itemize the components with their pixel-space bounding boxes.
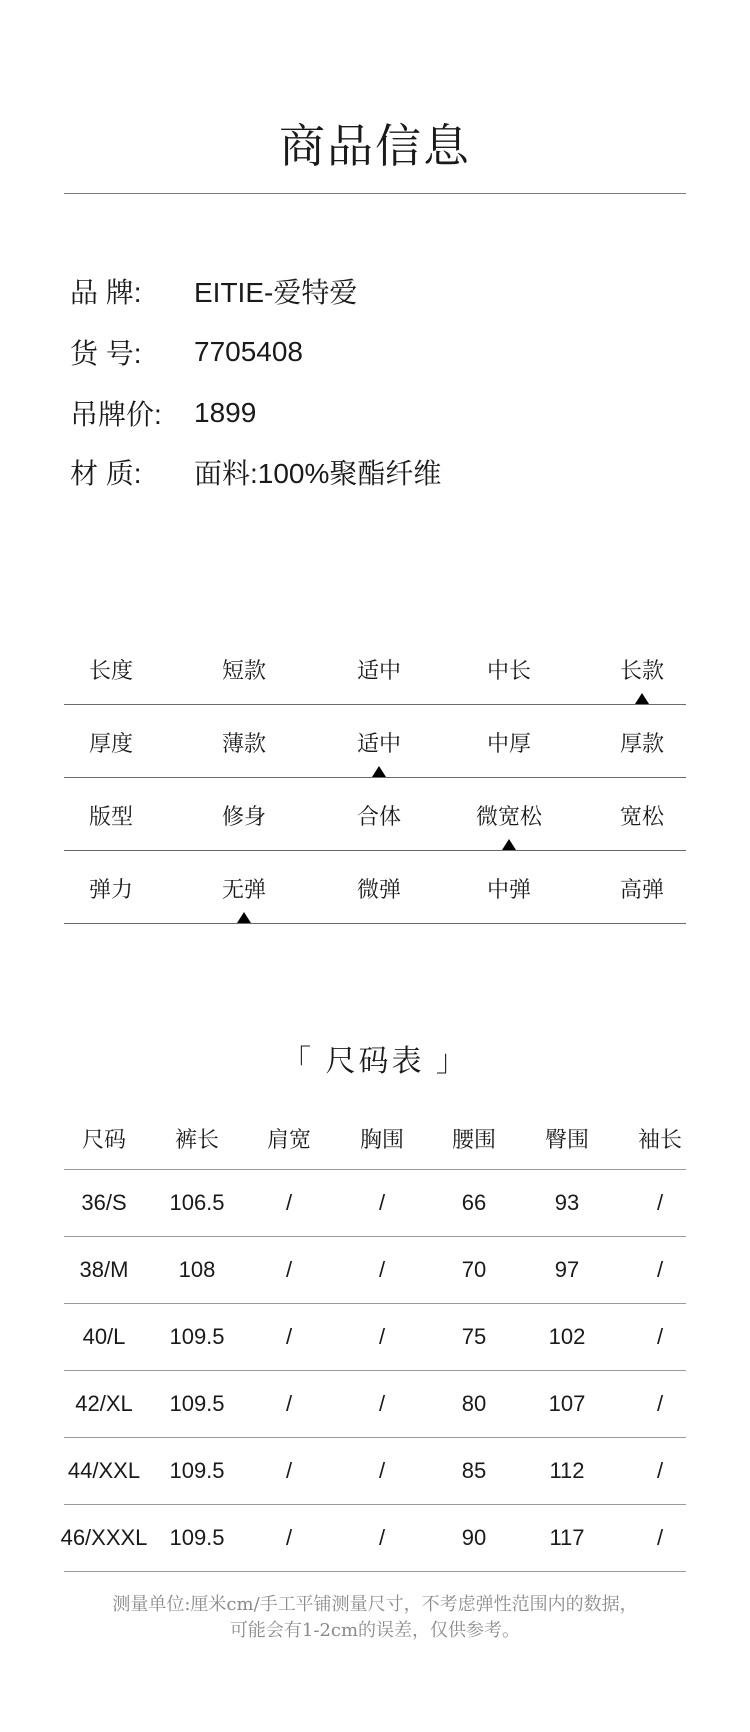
column-header: 裤长	[174, 1127, 219, 1152]
info-row	[70, 452, 441, 492]
table-cell: /	[656, 1324, 664, 1349]
table-cell: /	[378, 1190, 386, 1215]
size-table-header	[64, 1103, 686, 1170]
table-cell: 97	[554, 1257, 580, 1282]
table-cell: 80	[461, 1391, 487, 1416]
table-cell: /	[378, 1458, 386, 1483]
table-cell: /	[378, 1324, 386, 1349]
table-cell: /	[285, 1190, 293, 1215]
attribute-option: 薄款	[221, 731, 266, 756]
attribute-option: 适中	[356, 658, 401, 683]
table-cell: 85	[461, 1458, 487, 1483]
table-cell: 93	[554, 1190, 580, 1215]
table-cell: /	[285, 1525, 293, 1550]
table-row	[64, 1304, 686, 1371]
title-divider	[64, 193, 686, 194]
info-value: 1899	[194, 397, 257, 428]
info-label: 货 号:	[70, 338, 142, 369]
table-cell: /	[285, 1257, 293, 1282]
attribute-option: 微弹	[356, 877, 401, 902]
table-cell: /	[285, 1458, 293, 1483]
table-cell: /	[378, 1391, 386, 1416]
selected-marker-icon	[372, 766, 386, 777]
row-divider	[64, 1571, 686, 1572]
row-divider	[64, 923, 686, 924]
info-label: 材 质:	[70, 458, 142, 489]
table-row	[64, 1438, 686, 1505]
table-row	[60, 1505, 686, 1572]
attribute-row	[64, 778, 686, 851]
attribute-option: 适中	[356, 731, 401, 756]
table-cell: 75	[461, 1324, 487, 1349]
attribute-option: 短款	[221, 658, 266, 683]
attribute-option: 宽松	[619, 804, 664, 829]
table-cell: 102	[548, 1324, 586, 1349]
table-cell: 42/XL	[75, 1391, 133, 1416]
table-cell: /	[656, 1257, 664, 1282]
info-label: 品 牌:	[70, 277, 142, 308]
attribute-option: 厚款	[619, 731, 664, 756]
table-cell: 44/XXL	[67, 1458, 141, 1483]
table-cell: /	[656, 1525, 664, 1550]
attribute-option: 长款	[619, 658, 664, 683]
column-header: 尺码	[81, 1127, 126, 1152]
attribute-option: 微宽松	[475, 804, 542, 829]
column-header: 腰围	[451, 1127, 496, 1152]
table-cell: /	[378, 1257, 386, 1282]
info-value: 面料:100%聚酯纤维	[194, 458, 442, 489]
table-cell: 38/M	[79, 1257, 129, 1282]
note-line-1: 测量单位:厘米cm/手工平铺测量尺寸，不考虑弹性范围内的数据，	[112, 1594, 638, 1615]
size-table-title: 「 尺码表 」	[281, 1045, 469, 1078]
table-cell: /	[656, 1391, 664, 1416]
table-cell: 70	[461, 1257, 487, 1282]
attribute-option: 高弹	[619, 877, 664, 902]
info-value: EITIE-爱特爱	[194, 277, 358, 308]
table-cell: 107	[548, 1391, 586, 1416]
info-row	[70, 393, 256, 433]
attribute-row	[64, 851, 686, 924]
table-cell: /	[285, 1391, 293, 1416]
table-cell: /	[378, 1525, 386, 1550]
info-row	[70, 332, 303, 372]
attribute-row	[64, 632, 686, 705]
note-line-2: 可能会有1-2cm的误差，仅供参考。	[229, 1620, 521, 1641]
table-cell: /	[656, 1458, 664, 1483]
attribute-option: 合体	[356, 804, 401, 829]
selected-marker-icon	[237, 912, 251, 923]
table-cell: 106.5	[169, 1190, 225, 1215]
table-cell: 46/XXXL	[60, 1525, 148, 1550]
table-cell: 66	[461, 1190, 487, 1215]
table-cell: 109.5	[169, 1458, 225, 1483]
attribute-name: 厚度	[88, 731, 133, 756]
attribute-name: 弹力	[88, 877, 133, 902]
column-header: 臀围	[544, 1127, 589, 1152]
attribute-name: 长度	[88, 658, 133, 683]
table-cell: /	[656, 1190, 664, 1215]
info-row	[70, 271, 357, 311]
column-header: 袖长	[637, 1127, 682, 1152]
table-cell: 108	[178, 1257, 216, 1282]
attribute-option: 中厚	[486, 731, 531, 756]
attribute-option: 中长	[486, 658, 531, 683]
table-cell: 36/S	[81, 1190, 127, 1215]
table-cell: 90	[461, 1525, 487, 1550]
table-cell: 109.5	[169, 1525, 225, 1550]
table-cell: 109.5	[169, 1324, 225, 1349]
attribute-row	[64, 705, 686, 778]
table-cell: /	[285, 1324, 293, 1349]
table-cell: 117	[549, 1525, 585, 1550]
selected-marker-icon	[635, 693, 649, 704]
selected-marker-icon	[502, 839, 516, 850]
attribute-option: 中弹	[486, 877, 531, 902]
column-header: 胸围	[359, 1127, 404, 1152]
column-header: 肩宽	[266, 1127, 311, 1152]
table-cell: 40/L	[82, 1324, 126, 1349]
table-row	[64, 1170, 686, 1237]
table-row	[64, 1237, 686, 1304]
table-cell: 109.5	[169, 1391, 225, 1416]
table-cell: 112	[549, 1458, 585, 1483]
attribute-name: 版型	[88, 804, 133, 829]
attribute-option: 修身	[221, 804, 266, 829]
attribute-option: 无弹	[221, 877, 266, 902]
page-title: 商品信息	[279, 120, 471, 172]
info-label: 吊牌价:	[70, 399, 162, 430]
measurement-note	[0, 1592, 750, 1644]
table-row	[64, 1371, 686, 1438]
info-value: 7705408	[194, 336, 304, 367]
